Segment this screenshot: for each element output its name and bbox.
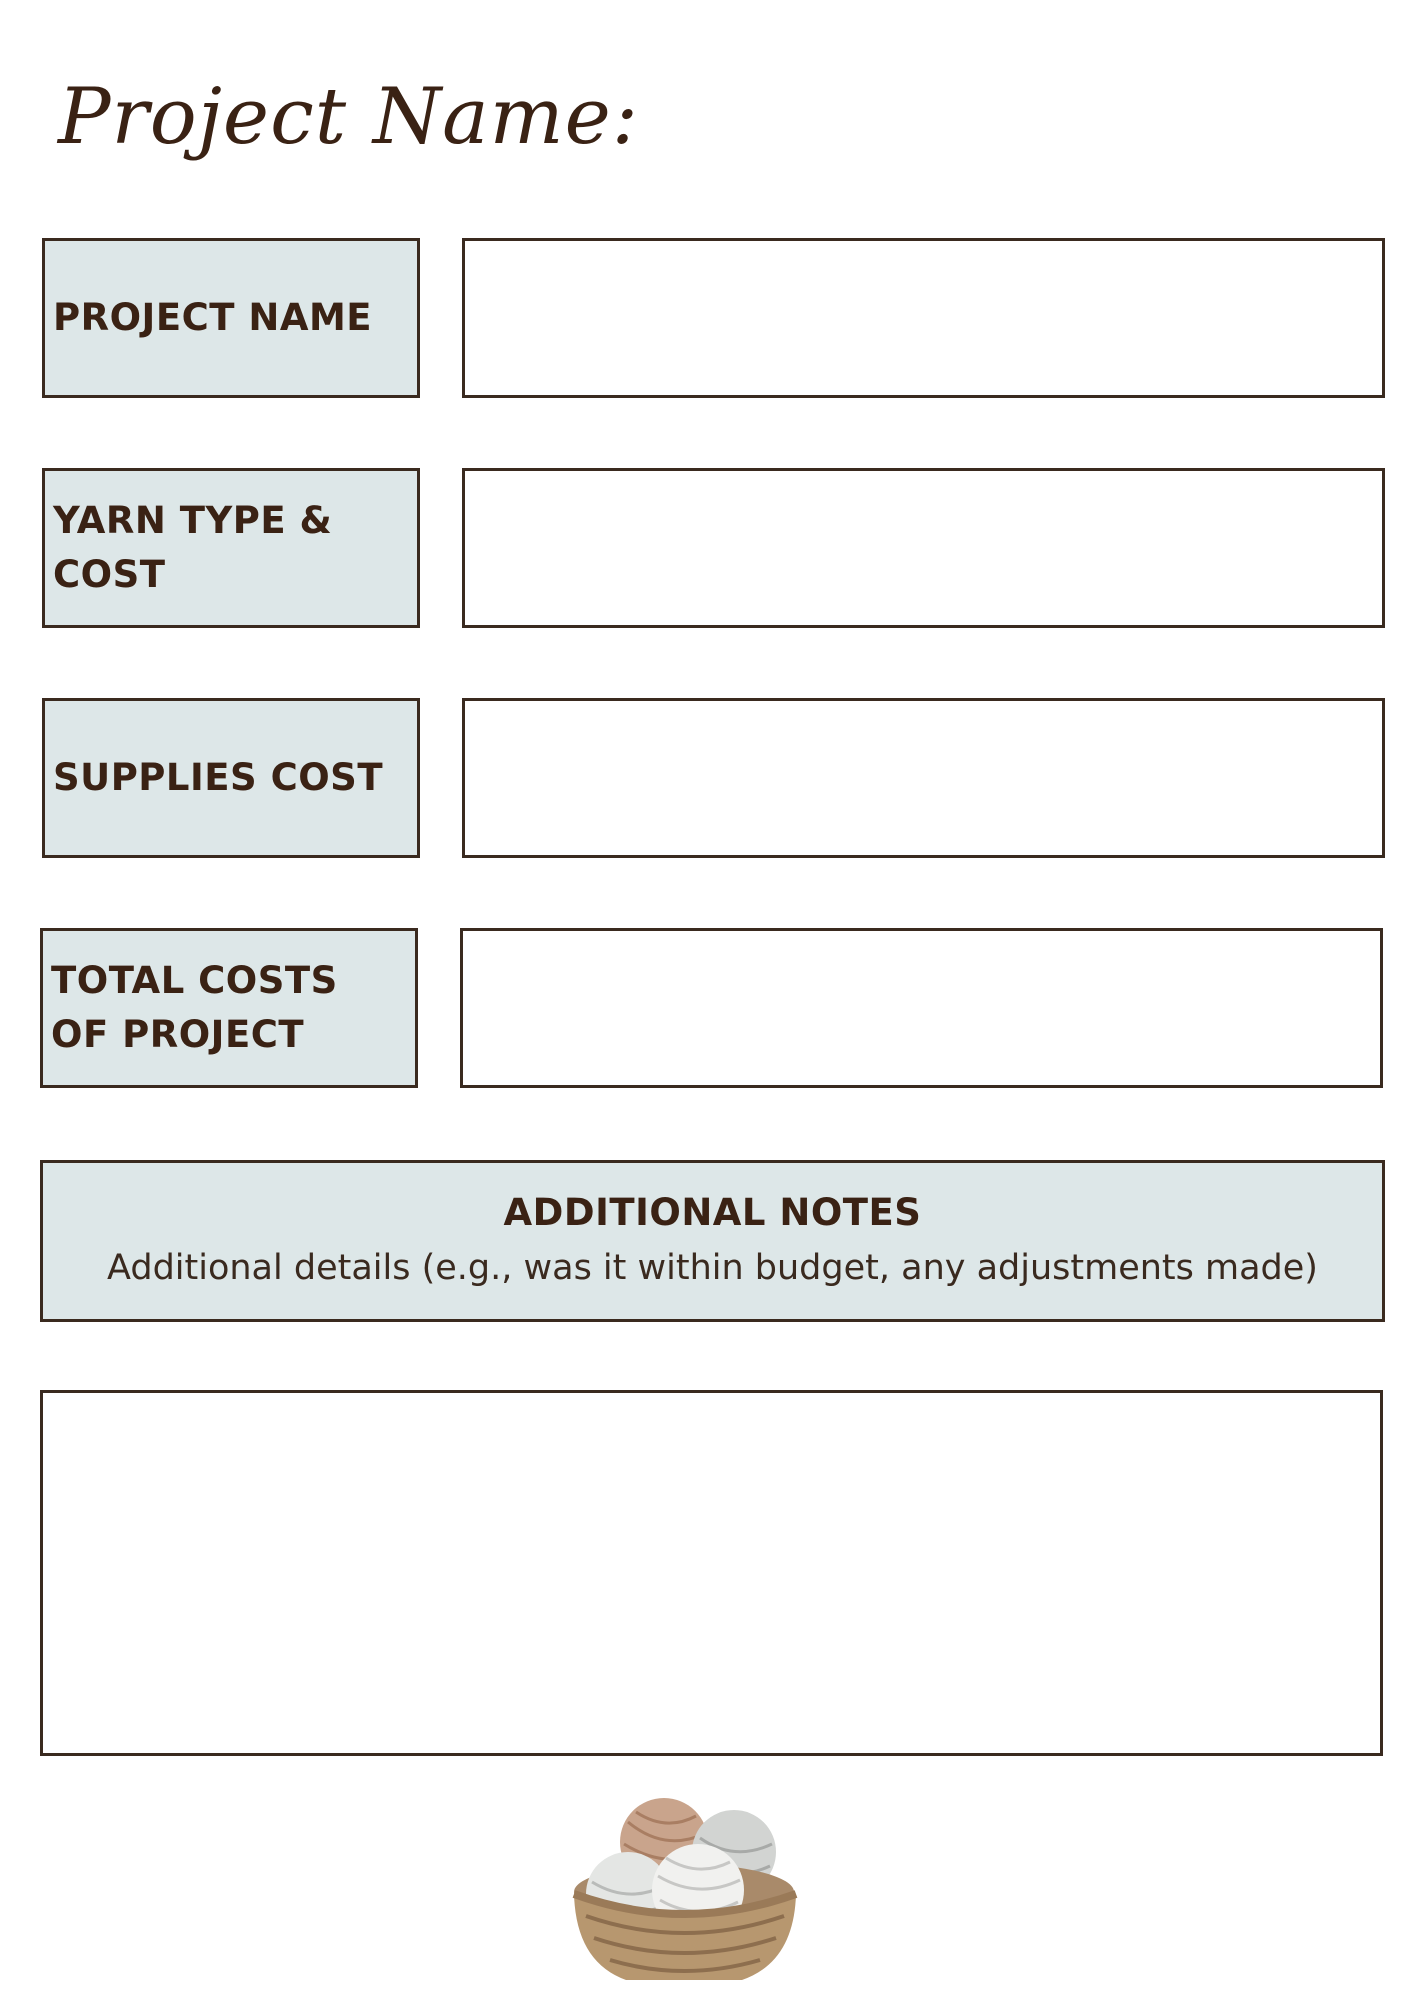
field-input-total-costs[interactable] <box>460 928 1383 1088</box>
page-title: Project Name: <box>58 72 640 162</box>
notes-subtitle: Additional details (e.g., was it within budget, any adjustments made) <box>107 1248 1318 1288</box>
field-label-total-costs: TOTAL COSTS OF PROJECT <box>40 928 418 1088</box>
field-input-supplies-cost[interactable] <box>462 698 1385 858</box>
field-label-project-name: PROJECT NAME <box>42 238 420 398</box>
field-input-project-name[interactable] <box>462 238 1385 398</box>
notes-title: ADDITIONAL NOTES <box>503 1191 922 1234</box>
notes-textarea[interactable] <box>40 1390 1383 1756</box>
notes-header <box>40 1160 1385 1322</box>
field-input-yarn-type-cost[interactable] <box>462 468 1385 628</box>
yarn-basket-icon <box>566 1782 806 1992</box>
field-label-supplies-cost: SUPPLIES COST <box>42 698 420 858</box>
field-label-yarn-type-cost: YARN TYPE & COST <box>42 468 420 628</box>
